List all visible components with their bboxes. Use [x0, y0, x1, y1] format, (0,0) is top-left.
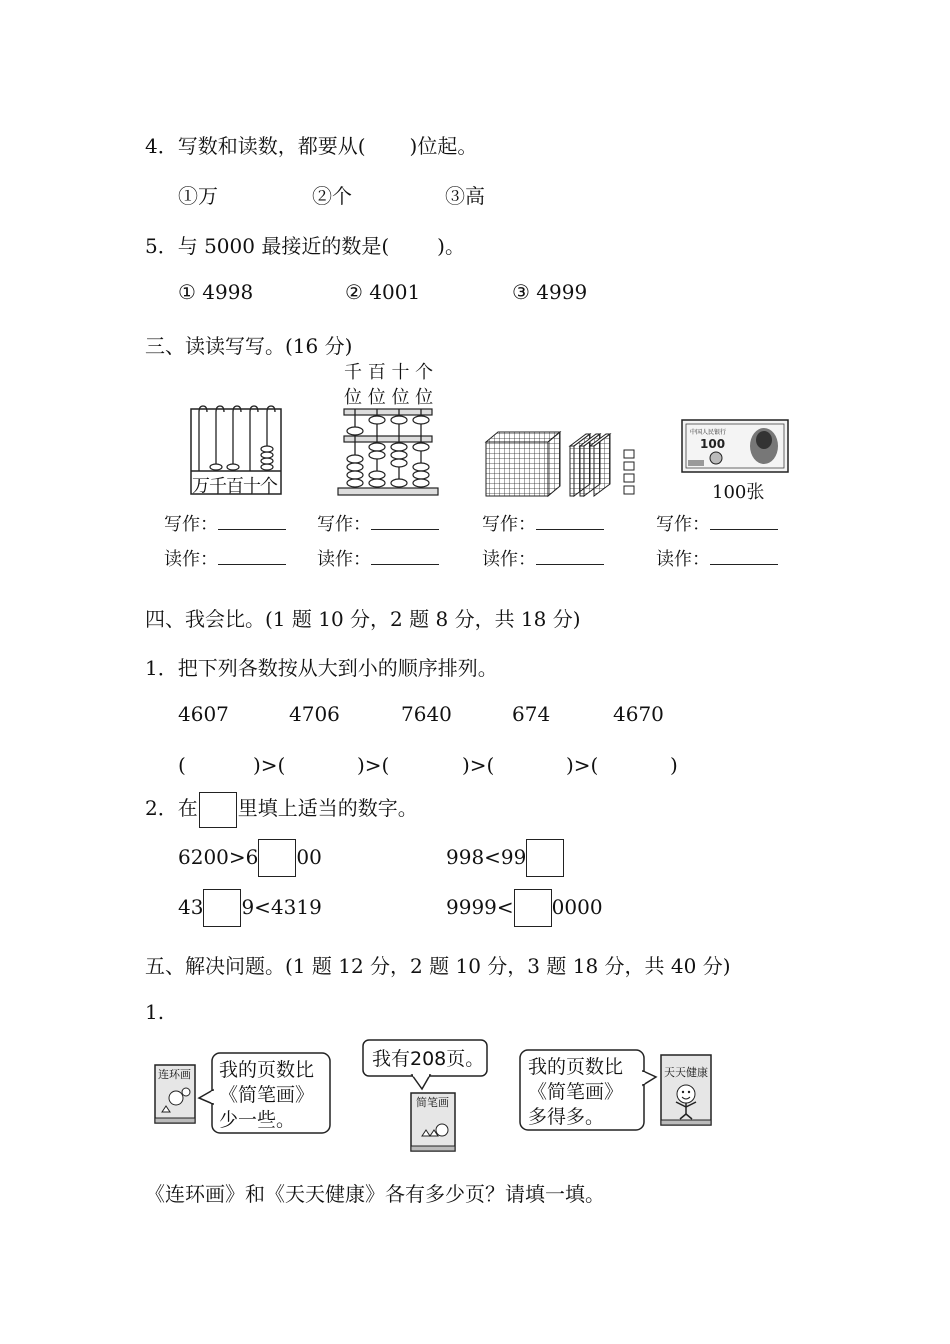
order-close: ) [670, 753, 678, 777]
q4-option-3[interactable]: ③高 [445, 184, 485, 208]
q4-option-2[interactable]: ②个 [312, 184, 352, 208]
order-sep-3: )>( [462, 753, 495, 777]
section-4-title: 四、我会比。(1 题 10 分，2 题 8 分，共 18 分) [145, 607, 581, 631]
q4-stem [145, 130, 477, 159]
bubble-1-line-2: 《简笔画》 [219, 1084, 315, 1106]
compare-1 [178, 837, 322, 877]
bubble-3-line-2: 《简笔画》 [528, 1081, 624, 1103]
read-3-blank[interactable] [536, 546, 604, 565]
order-sep-4: )>( [566, 753, 599, 777]
write-4-blank[interactable] [710, 511, 778, 530]
q4-text-a: 4．写数和读数，都要从( [145, 134, 366, 158]
write-label: 写作： [482, 514, 536, 535]
number-1: 4607 [178, 702, 229, 726]
write-2 [317, 510, 439, 536]
section-5-q1: 1. [145, 1000, 165, 1024]
svg-text:中国人民银行: 中国人民银行 [690, 429, 727, 436]
read-label: 读作： [482, 549, 536, 570]
q2-text-a: 2．在 [145, 796, 198, 820]
read-1 [164, 545, 286, 571]
write-label: 写作： [656, 514, 710, 535]
book-2-title: 简笔画 [416, 1096, 449, 1109]
section-5-title: 五、解决问题。(1 题 12 分，2 题 10 分，3 题 18 分，共 40 分) [145, 954, 731, 978]
order-sep-2: )>( [357, 753, 390, 777]
section-5-question: 《连环画》和《天天健康》各有多少页？请填一填。 [145, 1182, 605, 1206]
number-3: 7640 [401, 702, 452, 726]
write-1 [164, 510, 286, 536]
read-label: 读作： [317, 549, 371, 570]
compare-4-left: 9999< [446, 895, 514, 919]
banknote-icon [680, 418, 790, 474]
compare-3-box[interactable] [203, 889, 241, 927]
write-label: 写作： [317, 514, 371, 535]
read-label: 读作： [656, 549, 710, 570]
bubble-1-line-1: 我的页数比 [219, 1059, 315, 1081]
bubble-3-line-1: 我的页数比 [528, 1056, 624, 1078]
q5-text-a: 5．与 5000 最接近的数是( [145, 234, 390, 258]
compare-2-box[interactable] [526, 839, 564, 877]
q4-text-b: )位起。 [409, 134, 478, 158]
compare-1-left: 6200>6 [178, 845, 259, 869]
banknote-count: 100张 [712, 482, 765, 503]
write-3-blank[interactable] [536, 511, 604, 530]
read-2 [317, 545, 439, 571]
read-2-blank[interactable] [371, 546, 439, 565]
q2-text-b: 里填上适当的数字。 [237, 796, 418, 820]
compare-2 [446, 837, 564, 877]
order-open: ( [178, 753, 186, 777]
compare-4-box[interactable] [514, 889, 552, 927]
compare-1-box[interactable] [258, 839, 296, 877]
abacus-2-icon [336, 407, 440, 497]
bubble-3-line-3: 多得多。 [528, 1106, 605, 1128]
compare-3-left: 43 [178, 895, 204, 919]
bubble-1-line-3: 少一些。 [219, 1109, 296, 1131]
write-label: 写作： [164, 514, 218, 535]
q5-stem [145, 230, 465, 259]
q5-text-b: )。 [437, 234, 465, 258]
compare-1-right: 00 [296, 845, 322, 869]
q5-option-3[interactable]: ③ 4999 [512, 280, 588, 304]
section-3-title: 三、读读写写。(16 分) [145, 334, 353, 358]
number-5: 4670 [613, 702, 664, 726]
speech-bubble-1-text [219, 1058, 314, 1133]
place-value-bottom: 位 位 位 位 [344, 387, 434, 408]
compare-4 [446, 887, 603, 927]
q5-option-2[interactable]: ② 4001 [345, 280, 421, 304]
svg-text:100: 100 [700, 437, 726, 451]
q5-option-1[interactable]: ① 4998 [178, 280, 254, 304]
number-2: 4706 [289, 702, 340, 726]
book-1-title: 连环画 [158, 1068, 191, 1081]
q4-option-1[interactable]: ①万 [178, 184, 218, 208]
compare-3 [178, 887, 322, 927]
number-4: 674 [512, 702, 551, 726]
book-3-title: 天天健康 [664, 1066, 708, 1079]
read-1-blank[interactable] [218, 546, 286, 565]
section-4-q1: 1．把下列各数按从大到小的顺序排列。 [145, 656, 498, 680]
speech-bubble-2-text: 我有208页。 [372, 1048, 485, 1070]
order-sep-1: )>( [253, 753, 286, 777]
write-4 [656, 510, 778, 536]
abacus-place-labels: 万千百十个 [192, 476, 277, 497]
read-3 [482, 545, 604, 571]
write-2-blank[interactable] [371, 511, 439, 530]
write-1-blank[interactable] [218, 511, 286, 530]
example-box [199, 792, 237, 828]
compare-3-right: 9<4319 [241, 895, 322, 919]
write-3 [482, 510, 604, 536]
read-4-blank[interactable] [710, 546, 778, 565]
cube-blocks-icon [484, 428, 646, 498]
place-value-top: 千 百 十 个 [344, 362, 434, 383]
section-4-q2 [145, 788, 418, 828]
compare-2-left: 998<99 [446, 845, 527, 869]
speech-bubble-3-text [528, 1055, 623, 1130]
read-label: 读作： [164, 549, 218, 570]
compare-4-right: 0000 [551, 895, 603, 919]
read-4 [656, 545, 778, 571]
